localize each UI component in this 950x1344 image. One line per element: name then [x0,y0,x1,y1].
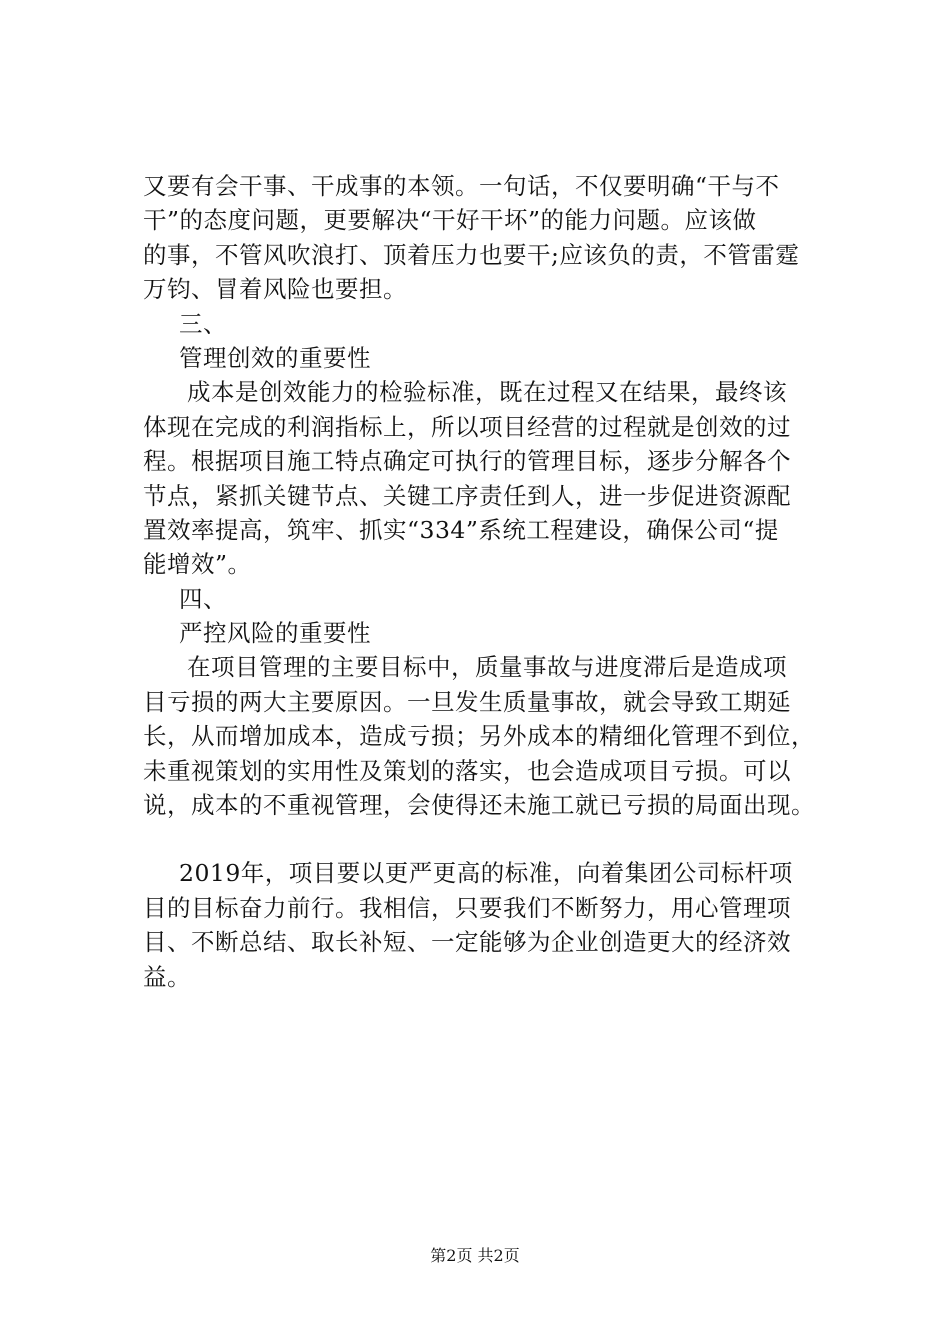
document-body [143,169,833,994]
text-line: 万钧、冒着风险也要担。 [143,275,407,304]
text-line: 未重视策划的实用性及策划的落实，也会造成项目亏损。可以 [143,756,791,785]
text-line: 的事，不管风吹浪打、顶着压力也要干;应该负的责，不管雷霆 [143,240,800,269]
text-line: 干”的态度问题，更要解决“干好干坏”的能力问题。应该做 [143,206,757,235]
page-footer: 第2页 共2页 [430,1246,520,1265]
paragraph-closing [143,856,833,994]
text-line: 体现在完成的利润指标上，所以项目经营的过程就是创效的过 [143,412,791,441]
text-line: 2019年，项目要以更严更高的标准，向着集团公司标杆项 [179,859,793,888]
text-line: 目的目标奋力前行。我相信，只要我们不断努力，用心管理项 [143,893,791,922]
text-line: 说，成本的不重视管理，会使得还未施工就已亏损的局面出现。 [143,791,815,820]
text-line: 成本是创效能力的检验标准，既在过程又在结果，最终该 [187,378,787,407]
text-line: 能增效”。 [143,550,252,579]
text-line: 目亏损的两大主要原因。一旦发生质量事故，就会导致工期延 [143,687,791,716]
paragraph-spacer [143,822,833,856]
paragraph-continuation [143,169,833,307]
text-line: 长，从而增加成本，造成亏损；另外成本的精细化管理不到位， [143,722,815,751]
paragraph-risk [143,650,833,822]
text-line: 置效率提高，筑牢、抓实“334”系统工程建设，确保公司“提 [143,515,779,544]
section-heading: 管理创效的重要性 [179,343,371,372]
section-number: 四、 [179,584,227,613]
text-line: 益。 [143,962,191,991]
section-heading: 严控风险的重要性 [179,619,371,648]
text-line: 目、不断总结、取长补短、一定能够为企业创造更大的经济效 [143,928,791,957]
section-number: 三、 [179,309,227,338]
text-line: 又要有会干事、干成事的本领。一句话，不仅要明确“干与不 [143,172,780,200]
text-line: 程。根据项目施工特点确定可执行的管理目标，逐步分解各个 [143,447,791,476]
text-line: 节点，紧抓关键节点、关键工序责任到人，进一步促进资源配 [143,481,791,510]
text-line: 在项目管理的主要目标中，质量事故与进度滞后是造成项 [187,653,787,682]
paragraph-management [143,375,833,581]
